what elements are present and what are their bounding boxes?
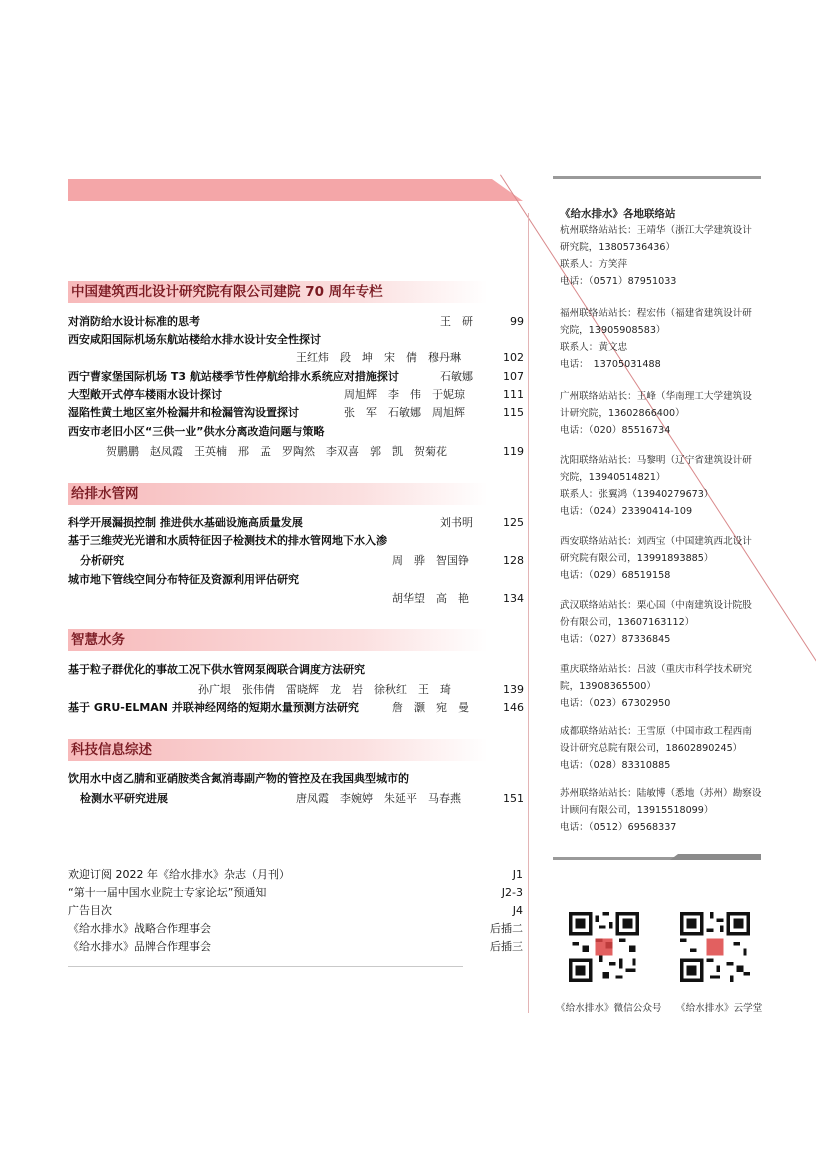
footer-item-label: 《给水排水》品牌合作理事会 [68, 940, 211, 953]
section-header-smart-water: 智慧水务 [68, 629, 488, 651]
article-title[interactable]: 基于粒子群优化的事故工况下供水管网泵阀联合调度方法研究 [68, 663, 365, 676]
station-guangzhou [560, 388, 765, 439]
article-authors: 周旭辉 李 伟 于妮琼 [344, 388, 465, 401]
qr-caption-wechat: 《给水排水》微信公众号 [556, 1003, 662, 1014]
footer-item[interactable] [68, 904, 523, 918]
station-line: 成都联络站站长：王雪原（中国市政工程西南 [560, 726, 752, 737]
station-line: 究院，13940514821） [560, 472, 666, 483]
section-header-tech-review: 科技信息综述 [68, 739, 488, 761]
station-line: 联系人：黄文忠 [560, 342, 628, 353]
article-authors: 詹 灏 宛 曼 [392, 701, 469, 714]
article-title[interactable]: 大型敞开式停车楼雨水设计探讨 [68, 388, 222, 401]
article-page[interactable]: 99 [510, 315, 524, 328]
station-suzhou [560, 785, 765, 836]
station-line: 研究院有限公司，13991893885） [560, 553, 714, 564]
article-title[interactable]: 基于 GRU-ELMAN 并联神经网络的短期水量预测方法研究 [68, 701, 359, 714]
station-line: 苏州联络站站长：陆敏博（悉地（苏州）勘察设 [560, 788, 762, 799]
section-header-pipe-network: 给排水管网 [68, 483, 488, 505]
station-line: 电话：（024）23390414-109 [560, 506, 693, 517]
article-title[interactable]: 城市地下管线空间分布特征及资源利用评估研究 [68, 573, 299, 586]
qr-caption-cloud-school: 《给水排水》云学堂 [676, 1003, 763, 1014]
article-title-cont[interactable]: 分析研究 [80, 554, 124, 567]
station-line: 院，13908365500） [560, 681, 656, 692]
footer-item-page: 后插三 [490, 940, 523, 953]
station-line: 电话：（023）67302950 [560, 698, 671, 709]
article-authors: 王红炜 段 坤 宋 倩 穆丹琳 [296, 351, 461, 364]
article-authors: 孙广垠 张伟倩 雷晓辉 龙 岩 徐秋红 王 琦 [198, 683, 451, 696]
article-page[interactable]: 107 [503, 370, 524, 383]
station-line: 计研究院，13602866400） [560, 408, 685, 419]
article-title[interactable]: 科学开展漏损控制 推进供水基础设施高质量发展 [68, 516, 303, 529]
article-title[interactable]: 对消防给水设计标准的思考 [68, 315, 200, 328]
footer-item[interactable] [68, 886, 523, 900]
station-line: 电话：（0512）69568337 [560, 822, 677, 833]
station-line: 电话： 13705031488 [560, 359, 661, 370]
article-title[interactable]: 湿陷性黄土地区室外检漏井和检漏管沟设置探讨 [68, 406, 299, 419]
article-page[interactable]: 125 [503, 516, 524, 529]
top-decorative-band [68, 179, 523, 201]
station-line: 研究院，13805736436） [560, 242, 676, 253]
article-authors: 王 研 [440, 315, 473, 328]
station-chengdu [560, 723, 765, 774]
wechat-qr-code-icon[interactable] [569, 912, 639, 982]
station-line: 武汉联络站站长：栗心国（中南建筑设计院股 [560, 600, 752, 611]
station-line: 重庆联络站站长：吕波（重庆市科学技术研究 [560, 664, 752, 675]
article-authors: 贺鹏鹏 赵凤霞 王英楠 邢 孟 罗陶然 李双喜 郭 凯 贺菊花 [106, 445, 447, 458]
station-line: 杭州联络站站长：王靖华（浙江大学建筑设计 [560, 225, 752, 236]
article-page[interactable]: 111 [503, 388, 524, 401]
footer-item[interactable] [68, 868, 523, 882]
section-header-nwdi-70th: 中国建筑西北设计研究院有限公司建院 70 周年专栏 [68, 281, 488, 303]
station-line: 份有限公司，13607163112） [560, 617, 695, 628]
station-chongqing [560, 661, 765, 712]
station-line: 电话：（029）68519158 [560, 570, 671, 581]
article-authors: 周 骅 智国铮 [392, 554, 469, 567]
station-line: 沈阳联络站站长：马黎明（辽宁省建筑设计研 [560, 455, 752, 466]
station-line: 计顾问有限公司，13915518099） [560, 805, 714, 816]
article-title[interactable]: 西安咸阳国际机场东航站楼给水排水设计安全性探讨 [68, 333, 321, 346]
footer-item-label: 欢迎订阅 2022 年《给水排水》杂志（月刊） [68, 868, 290, 881]
article-title[interactable]: 西宁曹家堡国际机场 T3 航站楼季节性停航给排水系统应对措施探讨 [68, 370, 399, 383]
article-authors: 张 军 石敏娜 周旭辉 [344, 406, 465, 419]
footer-item-page: J2-3 [501, 886, 523, 899]
sidebar-bottom-accent [670, 854, 761, 860]
article-page[interactable]: 134 [503, 592, 524, 605]
article-authors: 石敏娜 [440, 370, 473, 383]
article-authors: 刘书明 [440, 516, 473, 529]
article-page[interactable]: 102 [503, 351, 524, 364]
article-title[interactable]: 西安市老旧小区“三供一业”供水分离改造问题与策略 [68, 425, 325, 438]
station-line: 究院，13905908583） [560, 325, 666, 336]
sidebar-top-rule [553, 176, 761, 179]
article-title-cont[interactable]: 检测水平研究进展 [80, 792, 168, 805]
station-line: 联系人：方笑萍 [560, 259, 628, 270]
footer-item[interactable] [68, 940, 523, 954]
station-fuzhou [560, 305, 765, 373]
station-line: 联系人：张翼鸿（13940279673） [560, 489, 714, 500]
article-page[interactable]: 151 [503, 792, 524, 805]
article-authors: 唐凤霞 李婉婷 朱延平 马春燕 [296, 792, 461, 805]
cloud-school-qr-code-icon[interactable] [680, 912, 750, 982]
article-title[interactable]: 饮用水中卤乙腈和亚硝胺类含氮消毒副产物的管控及在我国典型城市的 [68, 772, 409, 785]
footer-item-page: 后插二 [490, 922, 523, 935]
article-page[interactable]: 139 [503, 683, 524, 696]
station-xian [560, 533, 765, 584]
station-line: 电话：（027）87336845 [560, 634, 671, 645]
station-line: 电话：（028）83310885 [560, 760, 671, 771]
article-authors: 胡华望 高 艳 [392, 592, 469, 605]
article-page[interactable]: 146 [503, 701, 524, 714]
station-shenyang [560, 452, 765, 520]
station-line: 西安联络站站长：刘西宝（中国建筑西北设计 [560, 536, 752, 547]
footer-item-page: J1 [512, 868, 523, 881]
footer-item-label: 广告目次 [68, 904, 112, 917]
station-line: 广州联络站站长：王峰（华南理工大学建筑设 [560, 391, 752, 402]
sidebar-title: 《给水排水》各地联络站 [560, 208, 676, 220]
footer-item-label: “第十一届中国水业院士专家论坛”预通知 [68, 886, 267, 899]
footer-item[interactable] [68, 922, 523, 936]
station-line: 福州联络站站长：程宏伟（福建省建筑设计研 [560, 308, 752, 319]
station-line: 电话：（020）85516734 [560, 425, 671, 436]
station-line: 设计研究总院有限公司，18602890245） [560, 743, 743, 754]
station-line: 电话：（0571）87951033 [560, 276, 677, 287]
vertical-divider [528, 213, 529, 1013]
article-title[interactable]: 基于三维荧光光谱和水质特征因子检测技术的排水管网地下水入渗 [68, 534, 387, 547]
article-page[interactable]: 115 [503, 406, 524, 419]
station-wuhan [560, 597, 765, 648]
footer-item-page: J4 [512, 904, 523, 917]
article-page[interactable]: 119 [503, 445, 524, 458]
footer-item-label: 《给水排水》战略合作理事会 [68, 922, 211, 935]
article-page[interactable]: 128 [503, 554, 524, 567]
footer-rule [68, 966, 463, 967]
station-hangzhou [560, 222, 765, 290]
